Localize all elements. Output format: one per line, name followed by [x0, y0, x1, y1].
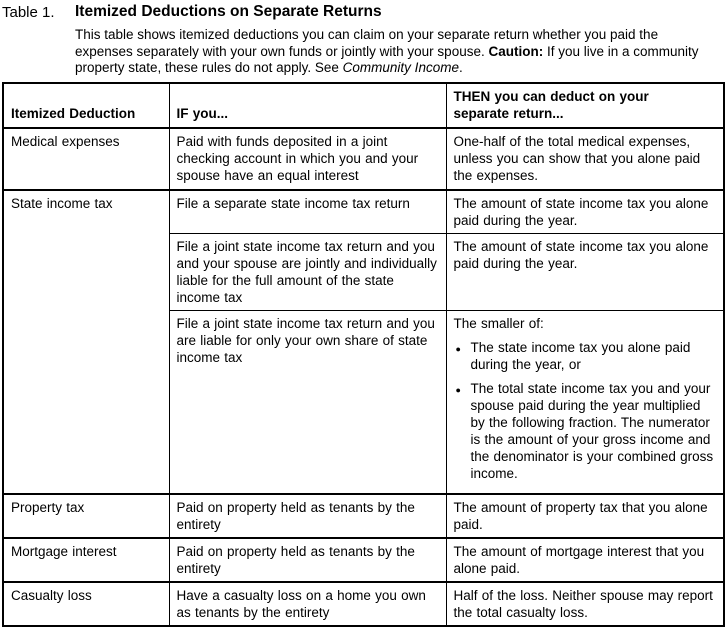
- table-heading: [2, 3, 723, 77]
- cell-if: Paid with funds deposited in a joint checking account in which you and your spouse have an equal interest: [169, 128, 446, 190]
- cell-then: The amount of state income tax you alone paid during the year.: [446, 190, 724, 234]
- heading-body: [75, 3, 723, 77]
- table-header: [3, 83, 724, 128]
- then-lead-text: The smaller of:: [453, 315, 544, 331]
- cell-deduction: Mortgage interest: [3, 538, 169, 582]
- then-bullet-list: [454, 339, 718, 482]
- col-header-itemized-deduction: Itemized Deduction: [3, 83, 169, 128]
- bullet-item: ● The state income tax you alone paid during the year, or: [454, 339, 718, 373]
- col-header-then-deduct: THEN you can deduct on your separate return...: [446, 83, 724, 128]
- table-row-state-income-tax-1: [3, 190, 724, 234]
- cell-deduction: Medical expenses: [3, 128, 169, 190]
- table-body: [3, 128, 724, 626]
- header-row: [3, 83, 724, 128]
- col-header-if-you: IF you...: [169, 83, 446, 128]
- cell-if: Have a casualty loss on a home you own as tenants by the entirety: [169, 582, 446, 626]
- cell-then: The amount of property tax that you alone paid.: [446, 494, 724, 538]
- table-label: Table 1.: [2, 4, 55, 21]
- cell-deduction: State income tax: [3, 190, 169, 494]
- caution-label: Caution:: [488, 43, 544, 59]
- intro-text: This table shows itemized deductions you can claim on your separate return whether you paid the expenses separately with your own funds or jointly with your spouse.: [75, 27, 659, 59]
- cell-then: [446, 310, 724, 494]
- cell-if: File a joint state income tax return and you are liable for only your own share of state income tax: [169, 310, 446, 494]
- table-row-property-tax: [3, 494, 724, 538]
- cell-if: Paid on property held as tenants by the entirety: [169, 494, 446, 538]
- table-row-casualty-loss: [3, 582, 724, 626]
- cell-if: File a joint state income tax return and you and your spouse are jointly and individually liable for the full amount of the state income tax: [169, 233, 446, 310]
- bullet-item: ● The total state income tax you and your spouse paid during the year multiplied by the following fraction. The numerator is the amount of your gross income and the denominator is your combined gross income.: [454, 380, 718, 482]
- cell-if: Paid on property held as tenants by the entirety: [169, 538, 446, 582]
- cell-then: The amount of mortgage interest that you alone paid.: [446, 538, 724, 582]
- cell-then: One-half of the total medical expenses, unless you can show that you alone paid the expenses.: [446, 128, 724, 190]
- intro-period: .: [458, 60, 463, 75]
- cell-deduction: Property tax: [3, 494, 169, 538]
- intro-after-caution: If you live in a community property state, these rules do not apply. See: [75, 43, 699, 75]
- cell-if: File a separate state income tax return: [169, 190, 446, 234]
- itemized-deductions-table: [2, 82, 725, 627]
- cell-then: Half of the loss. Neither spouse may report the total casualty loss.: [446, 582, 724, 626]
- table-row-medical-expenses: [3, 128, 724, 190]
- table-row-mortgage-interest: [3, 538, 724, 582]
- table-intro: [75, 27, 703, 77]
- table-title: Itemized Deductions on Separate Returns: [75, 3, 382, 20]
- cell-deduction: Casualty loss: [3, 582, 169, 626]
- see-reference: Community Income: [342, 60, 459, 75]
- cell-then: The amount of state income tax you alone paid during the year.: [446, 233, 724, 310]
